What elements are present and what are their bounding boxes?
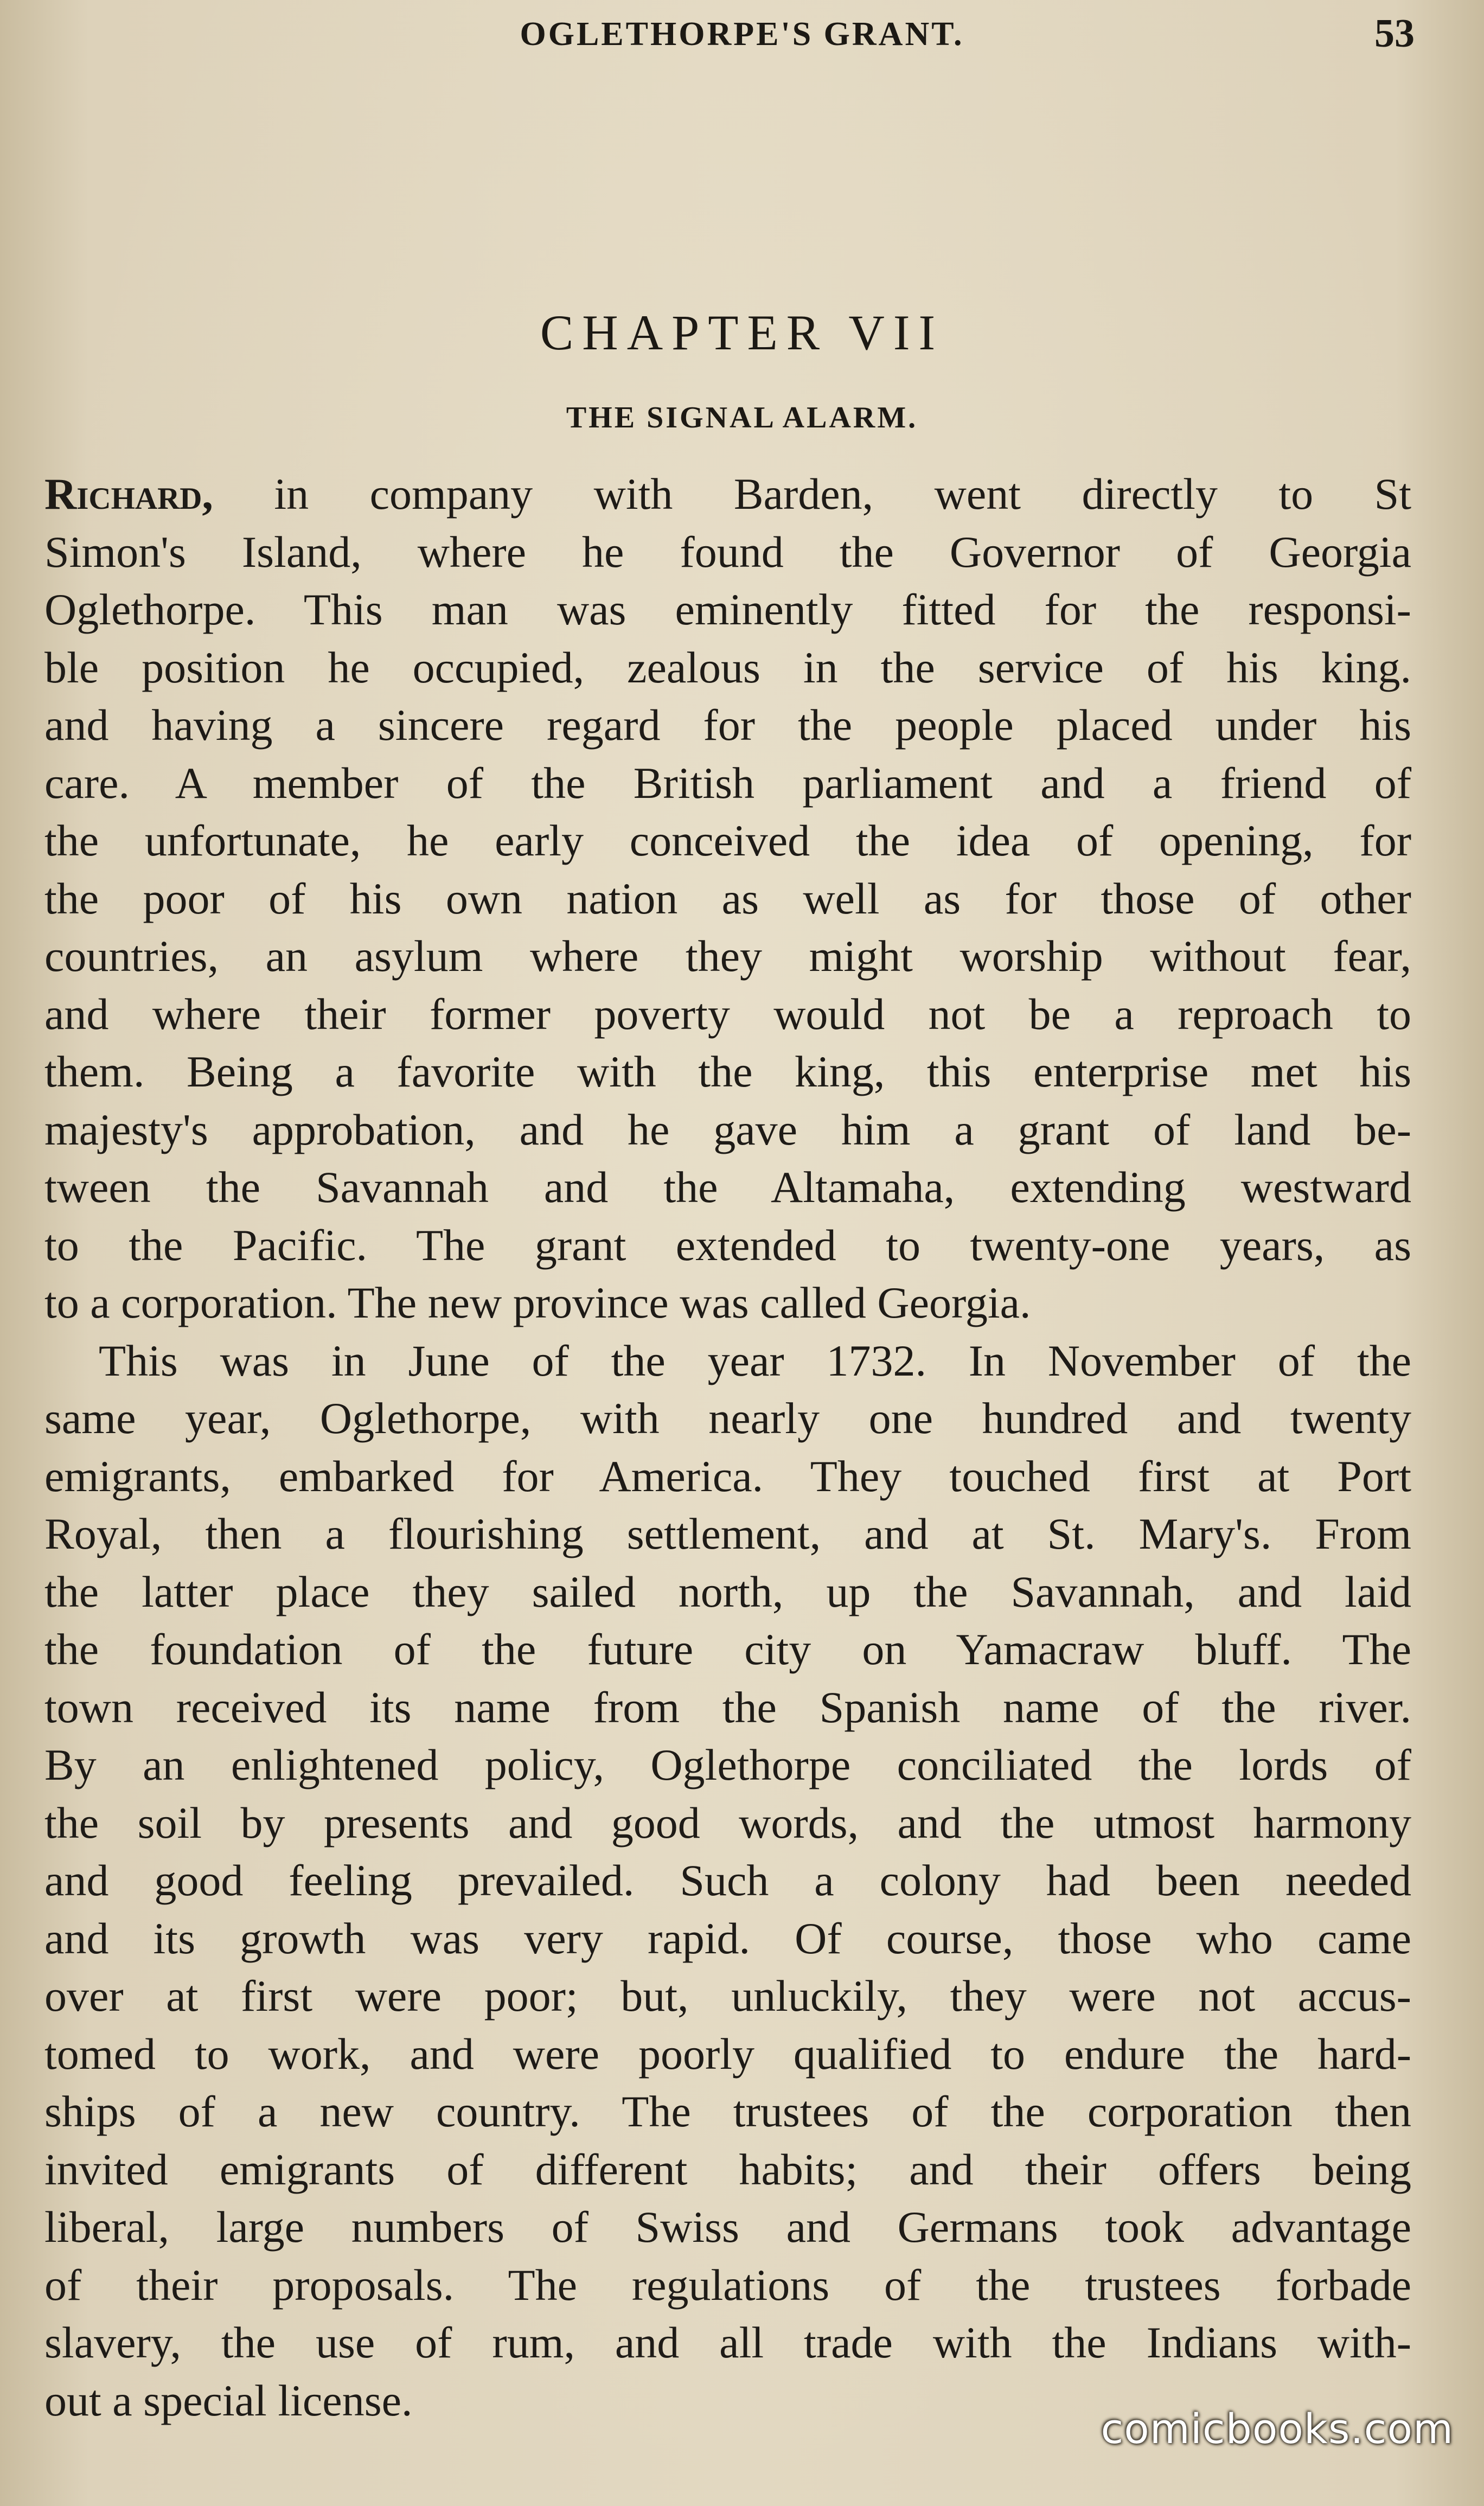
text-line: and good feeling prevailed. Such a colony had been needed <box>44 1856 1411 1905</box>
first-word: Richard, <box>44 469 213 519</box>
text-line: majesty's approbation, and he gave him a grant of land be- <box>44 1104 1411 1154</box>
text-line: the latter place they sailed north, up the Savannah, and laid <box>44 1567 1411 1616</box>
text-line: Royal, then a flourishing settlement, and at St. Mary's. From <box>44 1509 1411 1558</box>
text-line: Richard, in company with Barden, went directly to St <box>44 469 1411 519</box>
text-line: to the Pacific. The grant extended to twenty-one years, as <box>44 1220 1411 1270</box>
text-line: the poor of his own nation as well as for those of other <box>44 873 1411 923</box>
text-line: and where their former poverty would not be a reproach to <box>44 989 1411 1039</box>
text-line: the soil by presents and good words, and the utmost harmony <box>44 1798 1411 1847</box>
running-head: OGLETHORPE'S GRANT. <box>520 16 964 53</box>
text-line: slavery, the use of rum, and all trade with the Indians with- <box>44 2318 1411 2367</box>
chapter-title: CHAPTER VII <box>540 305 944 360</box>
page-number: 53 <box>1374 11 1415 56</box>
text-line: to a corporation. The new province was called Georgia. <box>44 1278 1031 1327</box>
text-line: out a special license. <box>44 2375 413 2425</box>
text-line: care. A member of the British parliament and a friend of <box>44 758 1411 808</box>
text-line: town received its name from the Spanish name of the river. <box>44 1682 1411 1732</box>
text-line: invited emigrants of different habits; and their offers being <box>44 2144 1411 2194</box>
chapter-subtitle: THE SIGNAL ALARM. <box>566 401 918 434</box>
text-line: Simon's Island, where he found the Governor of Georgia <box>44 527 1411 577</box>
text-line: them. Being a favorite with the king, this enterprise met his <box>44 1047 1411 1096</box>
text-line: By an enlightened policy, Oglethorpe conciliated the lords of <box>44 1740 1411 1789</box>
text-line: and its growth was very rapid. Of course, those who came <box>44 1913 1411 1963</box>
text-line: liberal, large numbers of Swiss and Germans took advantage <box>44 2202 1411 2252</box>
text-line: ships of a new country. The trustees of the corporation then <box>44 2087 1411 2136</box>
text-line: and having a sincere regard for the people placed under his <box>44 700 1411 750</box>
text-line: This was in June of the year 1732. In November of the <box>99 1335 1411 1385</box>
body-text <box>44 465 1411 2430</box>
text-line: tween the Savannah and the Altamaha, extending westward <box>44 1162 1411 1212</box>
text-line: countries, an asylum where they might worship without fear, <box>44 931 1411 981</box>
text-line: the foundation of the future city on Yamacraw bluff. The <box>44 1625 1411 1674</box>
text-line: same year, Oglethorpe, with nearly one hundred and twenty <box>44 1393 1411 1443</box>
text-line: over at first were poor; but, unluckily, they were not accus- <box>44 1971 1411 2021</box>
text-line: tomed to work, and were poorly qualified to endure the hard- <box>44 2029 1411 2079</box>
text-line: emigrants, embarked for America. They touched first at Port <box>44 1451 1411 1501</box>
text-line: the unfortunate, he early conceived the idea of opening, for <box>44 816 1411 865</box>
text-line: of their proposals. The regulations of the trustees forbade <box>44 2260 1411 2310</box>
text-line: Oglethorpe. This man was eminently fitted for the responsi- <box>44 585 1411 634</box>
text-line: ble position he occupied, zealous in the service of his king. <box>44 642 1411 692</box>
watermark: comicbooks.com <box>1101 2405 1454 2453</box>
